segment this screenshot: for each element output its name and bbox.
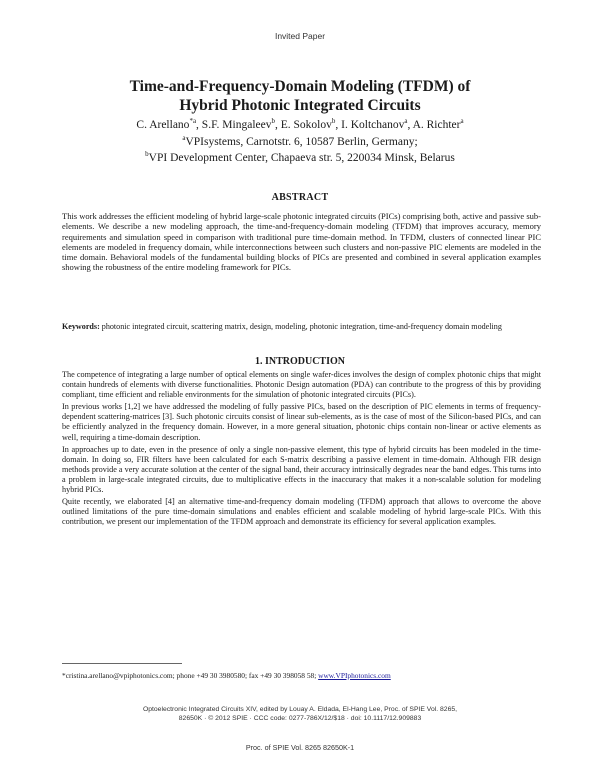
author-affiliation-mark: b [271, 117, 275, 126]
author-name: , I. Koltchanov [335, 119, 405, 131]
author-name: , S.F. Mingaleev [196, 119, 272, 131]
introduction-heading: 1. INTRODUCTION [254, 356, 345, 367]
affiliation-a [0, 136, 600, 148]
author-list [0, 119, 600, 131]
keywords [62, 322, 541, 332]
author-affiliation-mark: a [460, 117, 464, 126]
paragraph: In approaches up to date, even in the presence of only a single non-passive element, this type of hybrid circuits has been modeled in the time-domain. In doing so, FIR filters have been calculated for each S-matrix describing a passive element in time-domain. Although FIR design methods provide a very accurate solution at the center of the signal band, their accuracy intrinsically degrades near the band edges. This turns into a problem in large-scale integrated circuits, due to multiplicative effects in the inaccuracy that makes it a non-scalable solution for modeling hybrid PICs. [62, 444, 541, 495]
publication-info-line-2: 82650K · © 2012 SPIE · CCC code: 0277-786X/12/$18 · doi: 10.1117/12.909883 [178, 715, 422, 722]
author-affiliation-mark: a [404, 117, 408, 126]
affiliation-mark: a [182, 134, 186, 143]
author-name: C. Arellano [136, 119, 190, 131]
paper-title-line-1: Time-and-Frequency-Domain Modeling (TFDM) of [129, 78, 471, 95]
publication-info-line-1: Optoelectronic Integrated Circuits XIV, edited by Louay A. Eldada, El-Hang Lee, Proc. of SPIE Vol. 8265, [142, 706, 458, 713]
author-affiliation-mark: b [331, 117, 336, 126]
paragraph: In previous works [1,2] we have addressed the modeling of fully passive PICs, based on the description of PIC elements in terms of frequency-dependent scattering-matrices [3]. Such photonic circuits consist of linear sub-elements, as is the case of most of the Silicon-based PICs, and can be efficiently analyzed in the frequency domain. However, in a more general situation, photonic chips contain non-linear or active elements as well, requiring a time-domain description. [62, 402, 541, 442]
footnote [62, 671, 541, 680]
paragraph: The competence of integrating a large number of optical elements on single wafer-dices involves the design of complex photonic chips that might contain hundreds of elements with diverse functionalities. Photonic Design automation (PDA) can contribute to the progress of this by providing compliant, time efficient and reliable environments for the simulation of photonic integrated circuits (PICs). [62, 370, 541, 400]
footnote-contact: *cristina.arellano@vpiphotonics.com; phone +49 30 3980580; fax +49 30 398058 58; [62, 671, 319, 680]
introduction-body [62, 370, 541, 529]
paragraph: Quite recently, we elaborated [4] an alternative time-and-frequency domain modeling (TFDM) approach that allows to overcome the above outlined limitations of the pure time-domain simulations and enables efficient and scalable modeling of hybrid large-scale PICs. With this contribution, we present our implementation of the TFDM approach and demonstrate its efficiency for several application examples. [62, 497, 541, 527]
author-name: , E. Sokolov [274, 119, 332, 131]
affiliation-text: VPIsystems, Carnotstr. 6, 10587 Berlin, Germany; [185, 136, 418, 148]
author-affiliation-mark: *a [189, 117, 197, 126]
website-link[interactable]: www.VPIphotonics.com [318, 671, 391, 680]
keywords-text: photonic integrated circuit, scattering matrix, design, modeling, photonic integration, time-and-frequency domain modeling [99, 322, 502, 331]
page-footer: Proc. of SPIE Vol. 8265 82650K-1 [245, 743, 355, 752]
abstract-body: This work addresses the efficient modeling of hybrid large-scale photonic integrated circuits (PICs) comprising both, active and passive sub-elements. We describe a new modeling approach, the time-and-frequency-domain modeling (TFDM) that improves accuracy, memory requirements and simulation speed in comparison with traditional pure time-domain method. In TFDM, clusters of connected linear PIC elements are modeled in frequency domain, while interconnections between such clusters and non-passive PIC elements are modeled in the time domain. Behavioral models of the fundamental building blocks of PICs are presented and combined in several application examples showing the robustness of the entire modeling framework for PICs. [62, 211, 541, 273]
affiliation-text: VPI Development Center, Chapaeva str. 5, 220034 Minsk, Belarus [148, 152, 455, 164]
author-name: , A. Richter [407, 119, 461, 131]
affiliation-b [0, 152, 600, 164]
affiliation-mark: b [145, 150, 149, 159]
paper-title-line-2: Hybrid Photonic Integrated Circuits [179, 97, 421, 114]
invited-paper-label: Invited Paper [274, 31, 326, 41]
keywords-label: Keywords: [62, 322, 100, 331]
abstract-heading: ABSTRACT [271, 192, 329, 203]
footnote-divider [62, 663, 182, 664]
